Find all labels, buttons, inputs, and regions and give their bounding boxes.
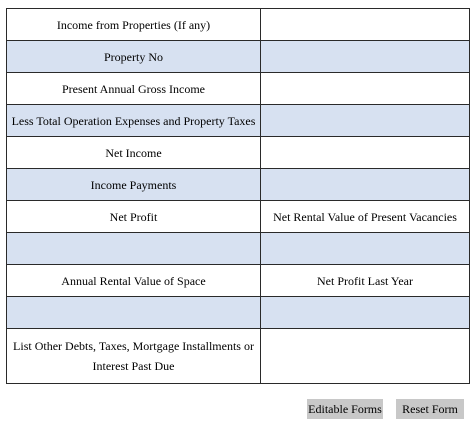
table-row	[7, 201, 470, 233]
editable-forms-button[interactable]: Editable Forms	[307, 399, 383, 419]
property-income-form-table	[6, 8, 470, 384]
field-input[interactable]	[261, 73, 470, 105]
field-input[interactable]	[261, 233, 470, 265]
field-input[interactable]	[261, 105, 470, 137]
field-label: Less Total Operation Expenses and Property Taxes	[7, 105, 261, 137]
field-label: Income Payments	[7, 169, 261, 201]
field-input[interactable]	[261, 41, 470, 73]
field-label: Annual Rental Value of Space	[7, 265, 261, 297]
table-row	[7, 329, 470, 384]
table-row	[7, 265, 470, 297]
field-label: Property No	[7, 41, 261, 73]
table-row	[7, 73, 470, 105]
table-row	[7, 105, 470, 137]
table-row	[7, 297, 470, 329]
field-label: Net Rental Value of Present Vacancies	[261, 201, 470, 233]
field-label: Present Annual Gross Income	[7, 73, 261, 105]
field-input[interactable]	[261, 9, 470, 41]
field-label: Net Profit Last Year	[261, 265, 470, 297]
field-input[interactable]	[7, 297, 261, 329]
field-input[interactable]	[261, 169, 470, 201]
field-input[interactable]	[261, 137, 470, 169]
field-input[interactable]	[7, 233, 261, 265]
field-input[interactable]	[261, 329, 470, 384]
field-input[interactable]	[261, 297, 470, 329]
field-label: Income from Properties (If any)	[7, 9, 261, 41]
field-label: Net Profit	[7, 201, 261, 233]
table-row	[7, 9, 470, 41]
field-label: List Other Debts, Taxes, Mortgage Installments or Interest Past Due	[7, 329, 261, 384]
table-row	[7, 169, 470, 201]
table-row	[7, 137, 470, 169]
reset-form-button[interactable]: Reset Form	[396, 399, 464, 419]
table-row	[7, 233, 470, 265]
field-label: Net Income	[7, 137, 261, 169]
table-row	[7, 41, 470, 73]
